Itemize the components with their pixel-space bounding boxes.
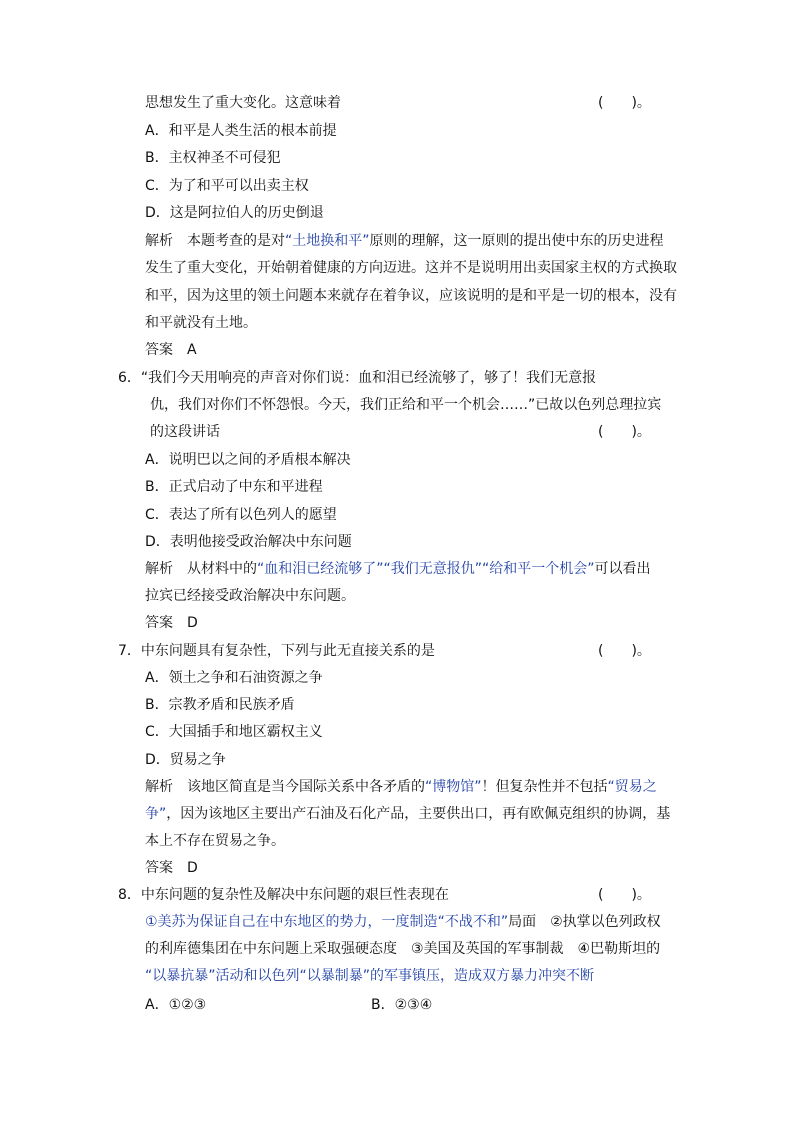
- analysis-line: 解析 该地区简直是当今国际关系中各矛盾的“博物馆”！但复杂性并不包括“贸易之: [145, 779, 657, 795]
- option-a: A．说明巴以之间的矛盾根本解决: [145, 452, 351, 468]
- option-a: A．和平是人类生活的根本前提: [145, 123, 337, 139]
- answer-line: 答案 A: [145, 342, 197, 358]
- quoted-term: “土地换和平”: [285, 233, 370, 249]
- option-d: D．表明他接受政治解决中东问题: [145, 534, 352, 550]
- quoted-term: “贸易之: [607, 779, 657, 795]
- item-line: “以暴抗暴”活动和以色列“以暴制暴”的军事镇压，造成双方暴力冲突不断: [145, 968, 595, 984]
- analysis-line: 解析 从材料中的“血和泪已经流够了”“我们无意报仇”“给和平一个机会”可以看出: [145, 561, 651, 577]
- quoted-term: 争”: [145, 806, 167, 822]
- question-6-stem: 的这段讲话: [150, 424, 220, 440]
- analysis-line: 解析 本题考查的是对“土地换和平”原则的理解，这一原则的提出使中东的历史进程: [145, 233, 664, 249]
- analysis-line: 和平就没有土地。: [145, 315, 257, 331]
- option-d: D．贸易之争: [145, 752, 226, 768]
- question-stem-tail: 思想发生了重大变化。这意味着: [145, 95, 341, 111]
- item-line: 的利库德集团在中东问题上采取强硬态度 ③美国及英国的军事制裁 ④巴勒斯坦的: [145, 941, 661, 957]
- option-d: D．这是阿拉伯人的历史倒退: [145, 205, 324, 221]
- answer-parenthesis: ( )。: [598, 887, 651, 903]
- answer-parenthesis: ( )。: [598, 643, 651, 659]
- option-b: B．宗教矛盾和民族矛盾: [145, 697, 295, 713]
- answer-line: 答案 D: [145, 860, 198, 876]
- question-6-stem: 6．“我们今天用响亮的声音对你们说：血和泪已经流够了，够了！我们无意报: [118, 370, 597, 386]
- analysis-line: 拉宾已经接受政治解决中东问题。: [145, 588, 355, 604]
- option-b: B．主权神圣不可侵犯: [145, 150, 281, 166]
- option-a: A．领土之争和石油资源之争: [145, 670, 323, 686]
- answer-line: 答案 D: [145, 615, 198, 631]
- question-8-stem: 8．中东问题的复杂性及解决中东问题的艰巨性表现在: [118, 887, 449, 903]
- quoted-term: “不战不和”: [437, 914, 509, 930]
- analysis-line: 和平，因为这里的领土问题本来就存在着争议，应该说明的是和平是一切的根本，没有: [145, 288, 677, 304]
- option-b: B．正式启动了中东和平进程: [145, 479, 323, 495]
- quoted-term: “血和泪已经流够了”“我们无意报仇”“给和平一个机会”: [257, 561, 595, 577]
- analysis-line: 发生了重大变化，开始朝着健康的方向迈进。这并不是说明用出卖国家主权的方式换取: [145, 260, 677, 276]
- option-c: C．大国插手和地区霸权主义: [145, 724, 323, 740]
- answer-parenthesis: ( )。: [598, 424, 651, 440]
- option-c: C．表达了所有以色列人的愿望: [145, 507, 337, 523]
- analysis-line: 争”，因为该地区主要出产石油及石化产品，主要供出口，再有欧佩克组织的协调，基: [145, 806, 671, 822]
- option-c: C．为了和平可以出卖主权: [145, 178, 309, 194]
- answer-parenthesis: ( )。: [598, 95, 651, 111]
- quoted-term: “博物馆”: [425, 779, 482, 795]
- question-6-stem: 仇，我们对你们不怀怨恨。今天，我们正给和平一个机会……”已故以色列总理拉宾: [150, 397, 662, 413]
- item-line: ①美苏为保证自己在中东地区的势力，一度制造“不战不和”局面 ②执掌以色列政权: [145, 914, 661, 930]
- option-a: A．①②③: [145, 997, 207, 1013]
- analysis-line: 本上不存在贸易之争。: [145, 833, 285, 849]
- option-b: B．②③④: [371, 997, 433, 1013]
- question-7-stem: 7．中东问题具有复杂性，下列与此无直接关系的是: [118, 643, 435, 659]
